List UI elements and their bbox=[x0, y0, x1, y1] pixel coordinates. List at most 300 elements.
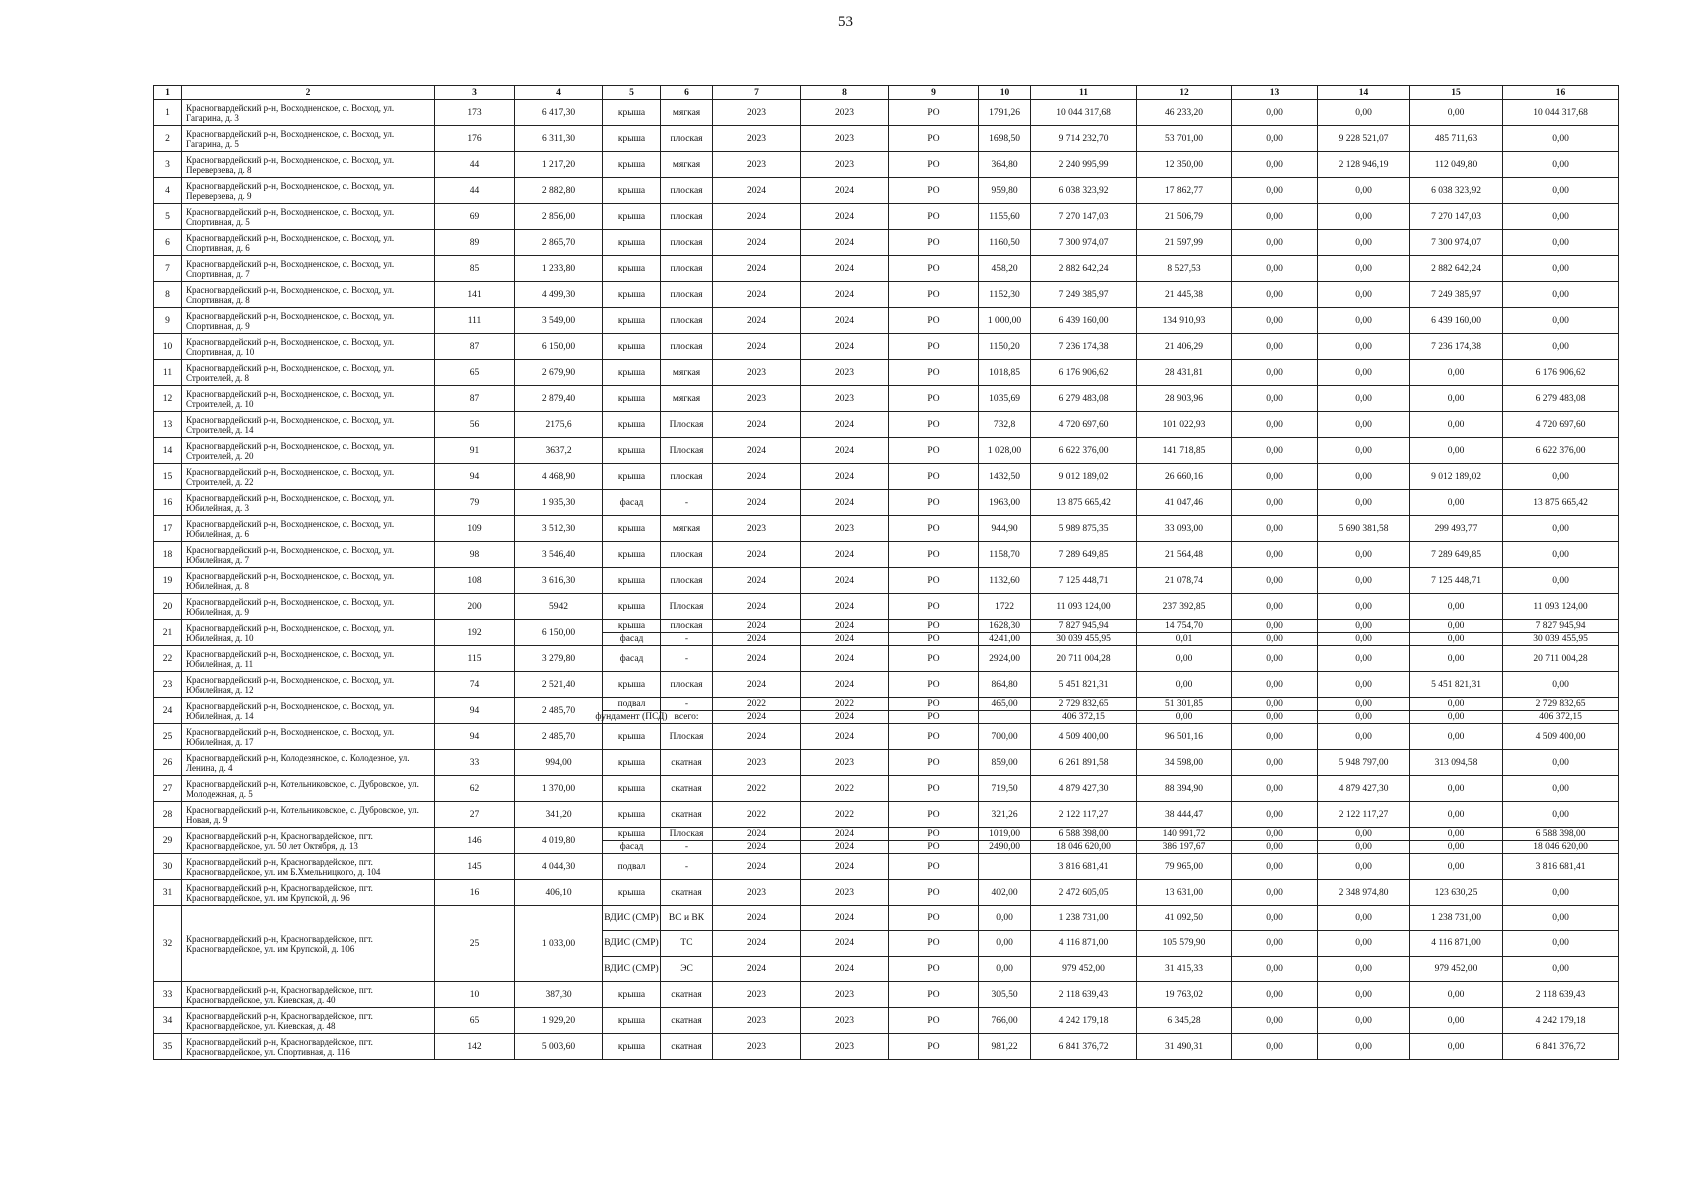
c9-cell bbox=[889, 828, 979, 854]
c8-cell bbox=[801, 698, 889, 724]
address-cell: Красногвардейский р-н, Восходненское, с. Восход, ул. Юбилейная, д. 3 bbox=[182, 490, 435, 516]
c10-cell bbox=[979, 698, 1031, 724]
c13-cell bbox=[1232, 698, 1318, 724]
c5-cell: крыша bbox=[603, 750, 661, 776]
c12-cell: 53 701,00 bbox=[1137, 126, 1232, 152]
table-row bbox=[154, 1034, 1619, 1060]
c10-cell bbox=[979, 828, 1031, 854]
c10-cell: 305,50 bbox=[979, 982, 1031, 1008]
c11-cell: 4 509 400,00 bbox=[1031, 724, 1137, 750]
sub-row-stack bbox=[661, 698, 712, 723]
apartments-cell: 16 bbox=[435, 880, 515, 906]
c11-cell: 6 439 160,00 bbox=[1031, 308, 1137, 334]
c7-cell: 2023 bbox=[713, 386, 801, 412]
row-number-cell: 16 bbox=[154, 490, 182, 516]
c16-cell: 0,00 bbox=[1503, 776, 1619, 802]
c11-cell: 6 279 483,08 bbox=[1031, 386, 1137, 412]
c5-cell: крыша bbox=[603, 178, 661, 204]
c6-cell: плоская bbox=[661, 672, 713, 698]
address-cell: Красногвардейский р-н, Красногвардейское, пгт. Красногвардейское, ул. Киевская, д. 48 bbox=[182, 1008, 435, 1034]
c12-cell: 31 490,31 bbox=[1137, 1034, 1232, 1060]
c12-cell: 79 965,00 bbox=[1137, 854, 1232, 880]
address-cell: Красногвардейский р-н, Восходненское, с. Восход, ул. Юбилейная, д. 8 bbox=[182, 568, 435, 594]
c15-cell: 0,00 bbox=[1410, 854, 1503, 880]
sub-row-value: ТС bbox=[661, 930, 712, 955]
sub-row-value: крыша bbox=[617, 621, 646, 631]
sub-row-stack bbox=[1031, 698, 1136, 723]
area-cell: 1 929,20 bbox=[515, 1008, 603, 1034]
c5-cell bbox=[603, 828, 661, 854]
c12-cell: 0,00 bbox=[1137, 672, 1232, 698]
sub-row-stack bbox=[1503, 906, 1618, 981]
c5-cell bbox=[603, 620, 661, 646]
apartments-cell: 200 bbox=[435, 594, 515, 620]
c14-cell bbox=[1318, 828, 1410, 854]
sub-row-stack bbox=[1232, 620, 1317, 645]
c13-cell bbox=[1232, 906, 1318, 982]
row-number-cell: 5 bbox=[154, 204, 182, 230]
c15-cell: 485 711,63 bbox=[1410, 126, 1503, 152]
c14-cell: 0,00 bbox=[1318, 438, 1410, 464]
sub-row-stack bbox=[1318, 620, 1409, 645]
c7-cell: 2023 bbox=[713, 516, 801, 542]
row-number-cell: 4 bbox=[154, 178, 182, 204]
row-number-cell: 28 bbox=[154, 802, 182, 828]
apartments-cell: 94 bbox=[435, 464, 515, 490]
sub-row-stack bbox=[603, 828, 660, 853]
apartments-cell: 44 bbox=[435, 152, 515, 178]
address-cell: Красногвардейский р-н, Красногвардейское, пгт. Красногвардейское, ул. 50 лет Октября, д. 13 bbox=[182, 828, 435, 854]
c8-cell: 2023 bbox=[801, 750, 889, 776]
c15-cell: 112 049,80 bbox=[1410, 152, 1503, 178]
area-cell: 2175,6 bbox=[515, 412, 603, 438]
c7-cell: 2024 bbox=[713, 464, 801, 490]
c14-cell: 4 879 427,30 bbox=[1318, 776, 1410, 802]
table-row bbox=[154, 100, 1619, 126]
c16-cell: 4 720 697,60 bbox=[1503, 412, 1619, 438]
c10-cell: 864,80 bbox=[979, 672, 1031, 698]
c14-cell: 0,00 bbox=[1318, 386, 1410, 412]
area-cell: 5 003,60 bbox=[515, 1034, 603, 1060]
sub-row-value: фасад bbox=[603, 840, 660, 853]
sub-row-value: 406 372,15 bbox=[1031, 710, 1136, 723]
c9-cell: РО bbox=[889, 1034, 979, 1060]
sub-row-stack bbox=[661, 828, 712, 853]
row-number-cell: 32 bbox=[154, 906, 182, 982]
sub-row-value: 2024 bbox=[747, 829, 766, 839]
c12-cell: 26 660,16 bbox=[1137, 464, 1232, 490]
table-row bbox=[154, 802, 1619, 828]
c15-cell bbox=[1410, 906, 1503, 982]
area-cell: 4 019,80 bbox=[515, 828, 603, 854]
sub-row-value: 30 039 455,95 bbox=[1031, 632, 1136, 645]
sub-row-stack bbox=[1410, 698, 1502, 723]
c16-cell: 11 093 124,00 bbox=[1503, 594, 1619, 620]
c9-cell: РО bbox=[889, 230, 979, 256]
c9-cell: РО bbox=[889, 724, 979, 750]
area-cell: 4 499,30 bbox=[515, 282, 603, 308]
c15-cell: 123 630,25 bbox=[1410, 880, 1503, 906]
c6-cell: мягкая bbox=[661, 516, 713, 542]
c14-cell: 0,00 bbox=[1318, 412, 1410, 438]
table-row bbox=[154, 982, 1619, 1008]
row-number-cell: 35 bbox=[154, 1034, 182, 1060]
table-row bbox=[154, 776, 1619, 802]
c7-cell: 2024 bbox=[713, 282, 801, 308]
c7-cell: 2024 bbox=[713, 542, 801, 568]
c8-cell bbox=[801, 906, 889, 982]
c9-cell bbox=[889, 620, 979, 646]
sub-row-value: 2024 bbox=[747, 621, 766, 631]
area-cell: 3 546,40 bbox=[515, 542, 603, 568]
c15-cell: 313 094,58 bbox=[1410, 750, 1503, 776]
area-cell: 2 521,40 bbox=[515, 672, 603, 698]
header-cell: 3 bbox=[435, 86, 515, 100]
header-cell: 8 bbox=[801, 86, 889, 100]
apartments-cell: 115 bbox=[435, 646, 515, 672]
c13-cell: 0,00 bbox=[1232, 516, 1318, 542]
apartments-cell: 109 bbox=[435, 516, 515, 542]
sub-row-value: 14 754,70 bbox=[1165, 621, 1203, 631]
table-row bbox=[154, 568, 1619, 594]
sub-row-value: 6 588 398,00 bbox=[1535, 829, 1586, 839]
c16-cell: 0,00 bbox=[1503, 178, 1619, 204]
sub-row-value: 2024 bbox=[835, 829, 854, 839]
sub-row-stack bbox=[713, 698, 800, 723]
sub-row-value: 0,00 bbox=[1266, 621, 1283, 631]
address-cell: Красногвардейский р-н, Восходненское, с. Восход, ул. Спортивная, д. 8 bbox=[182, 282, 435, 308]
table-row bbox=[154, 620, 1619, 646]
c6-cell: плоская bbox=[661, 308, 713, 334]
row-number-cell: 7 bbox=[154, 256, 182, 282]
apartments-cell: 146 bbox=[435, 828, 515, 854]
c11-cell bbox=[1031, 620, 1137, 646]
c5-cell: крыша bbox=[603, 126, 661, 152]
sub-row-value: РО bbox=[889, 930, 978, 955]
row-number-cell: 21 bbox=[154, 620, 182, 646]
address-cell: Красногвардейский р-н, Восходненское, с. Восход, ул. Строителей, д. 8 bbox=[182, 360, 435, 386]
c10-cell: 1791,26 bbox=[979, 100, 1031, 126]
c12-cell: 38 444,47 bbox=[1137, 802, 1232, 828]
sub-row-stack bbox=[979, 828, 1030, 853]
c11-cell: 2 122 117,27 bbox=[1031, 802, 1137, 828]
c16-cell: 2 118 639,43 bbox=[1503, 982, 1619, 1008]
c7-cell: 2023 bbox=[713, 126, 801, 152]
area-cell: 387,30 bbox=[515, 982, 603, 1008]
sub-row-value: 0,00 bbox=[1232, 632, 1317, 645]
area-cell: 3637,2 bbox=[515, 438, 603, 464]
apartments-cell: 87 bbox=[435, 334, 515, 360]
c5-cell: крыша bbox=[603, 386, 661, 412]
area-cell: 1 033,00 bbox=[515, 906, 603, 982]
c15-cell: 0,00 bbox=[1410, 100, 1503, 126]
area-cell: 2 865,70 bbox=[515, 230, 603, 256]
area-cell: 1 370,00 bbox=[515, 776, 603, 802]
sub-row-value: 979 452,00 bbox=[1031, 956, 1136, 981]
c11-cell: 4 242 179,18 bbox=[1031, 1008, 1137, 1034]
c14-cell: 0,00 bbox=[1318, 854, 1410, 880]
row-number-cell: 29 bbox=[154, 828, 182, 854]
c15-cell: 0,00 bbox=[1410, 360, 1503, 386]
c15-cell: 7 125 448,71 bbox=[1410, 568, 1503, 594]
sub-row-value: 465,00 bbox=[991, 699, 1018, 709]
c12-cell: 34 598,00 bbox=[1137, 750, 1232, 776]
sub-row-stack bbox=[1232, 698, 1317, 723]
sub-row-value: 0,00 bbox=[1355, 699, 1372, 709]
sub-row-stack bbox=[1410, 906, 1502, 981]
sub-row-stack bbox=[595, 698, 668, 723]
apartments-cell: 27 bbox=[435, 802, 515, 828]
c10-cell bbox=[979, 620, 1031, 646]
c6-cell: скатная bbox=[661, 880, 713, 906]
table-row bbox=[154, 490, 1619, 516]
sub-row-value: 2024 bbox=[801, 840, 888, 853]
c14-cell bbox=[1318, 698, 1410, 724]
c16-cell: 6 841 376,72 bbox=[1503, 1034, 1619, 1060]
header-cell: 16 bbox=[1503, 86, 1619, 100]
sub-row-value: - bbox=[684, 699, 689, 709]
area-cell: 5942 bbox=[515, 594, 603, 620]
c11-cell: 9 012 189,02 bbox=[1031, 464, 1137, 490]
c11-cell: 11 093 124,00 bbox=[1031, 594, 1137, 620]
c12-cell: 17 862,77 bbox=[1137, 178, 1232, 204]
c12-cell bbox=[1137, 828, 1232, 854]
row-number-cell: 19 bbox=[154, 568, 182, 594]
c8-cell: 2023 bbox=[801, 1034, 889, 1060]
c15-cell: 0,00 bbox=[1410, 802, 1503, 828]
c12-cell: 33 093,00 bbox=[1137, 516, 1232, 542]
c16-cell: 13 875 665,42 bbox=[1503, 490, 1619, 516]
c14-cell: 5 948 797,00 bbox=[1318, 750, 1410, 776]
c8-cell: 2024 bbox=[801, 646, 889, 672]
sub-row-stack bbox=[1318, 906, 1409, 981]
c11-cell: 7 125 448,71 bbox=[1031, 568, 1137, 594]
c5-cell: крыша bbox=[603, 438, 661, 464]
c7-cell: 2023 bbox=[713, 880, 801, 906]
c10-cell: 1432,50 bbox=[979, 464, 1031, 490]
c15-cell: 0,00 bbox=[1410, 490, 1503, 516]
c10-cell: 1035,69 bbox=[979, 386, 1031, 412]
sub-row-value: 0,00 bbox=[1266, 829, 1283, 839]
c13-cell: 0,00 bbox=[1232, 646, 1318, 672]
sub-row-value: 0,00 bbox=[1232, 840, 1317, 853]
c5-cell: крыша bbox=[603, 282, 661, 308]
sub-row-stack bbox=[889, 620, 978, 645]
c11-cell: 6 038 323,92 bbox=[1031, 178, 1137, 204]
address-cell: Красногвардейский р-н, Красногвардейское, пгт. Красногвардейское, ул. Спортивная, д. 116 bbox=[182, 1034, 435, 1060]
apartments-cell: 33 bbox=[435, 750, 515, 776]
table-row bbox=[154, 412, 1619, 438]
repair-schedule-table bbox=[153, 85, 1619, 1060]
sub-row-value: 2024 bbox=[801, 956, 888, 981]
c15-cell bbox=[1410, 828, 1503, 854]
c16-cell: 0,00 bbox=[1503, 880, 1619, 906]
c14-cell: 0,00 bbox=[1318, 230, 1410, 256]
c7-cell: 2024 bbox=[713, 230, 801, 256]
header-cell: 7 bbox=[713, 86, 801, 100]
sub-row-stack bbox=[979, 906, 1030, 981]
table-row bbox=[154, 230, 1619, 256]
c5-cell: крыша bbox=[603, 230, 661, 256]
row-number-cell: 1 bbox=[154, 100, 182, 126]
c16-cell: 6 622 376,00 bbox=[1503, 438, 1619, 464]
c16-cell: 0,00 bbox=[1503, 334, 1619, 360]
c9-cell: РО bbox=[889, 750, 979, 776]
c13-cell: 0,00 bbox=[1232, 464, 1318, 490]
sub-row-value: 140 991,72 bbox=[1162, 829, 1206, 839]
c11-cell: 4 879 427,30 bbox=[1031, 776, 1137, 802]
sub-row-stack bbox=[1410, 828, 1502, 853]
c11-cell: 2 118 639,43 bbox=[1031, 982, 1137, 1008]
c15-cell: 0,00 bbox=[1410, 386, 1503, 412]
sub-row-value: 0,00 bbox=[1447, 699, 1465, 709]
c11-cell: 7 289 649,85 bbox=[1031, 542, 1137, 568]
c6-cell: плоская bbox=[661, 204, 713, 230]
c8-cell: 2024 bbox=[801, 490, 889, 516]
table-row bbox=[154, 854, 1619, 880]
header-cell: 5 bbox=[603, 86, 661, 100]
row-number-cell: 13 bbox=[154, 412, 182, 438]
header-cell: 15 bbox=[1410, 86, 1503, 100]
c15-cell bbox=[1410, 620, 1503, 646]
c16-cell bbox=[1503, 620, 1619, 646]
c13-cell: 0,00 bbox=[1232, 568, 1318, 594]
c5-cell: крыша bbox=[603, 360, 661, 386]
sub-row-value: 1 238 731,00 bbox=[1058, 913, 1109, 924]
c6-cell: мягкая bbox=[661, 360, 713, 386]
c14-cell: 0,00 bbox=[1318, 464, 1410, 490]
sub-row-stack bbox=[1137, 906, 1231, 981]
table-row bbox=[154, 750, 1619, 776]
c6-cell: плоская bbox=[661, 230, 713, 256]
sub-row-stack bbox=[1410, 620, 1502, 645]
sub-row-value: ВС и ВК bbox=[668, 913, 705, 924]
sub-row-value: 0,00 bbox=[1266, 913, 1283, 924]
c15-cell: 0,00 bbox=[1410, 1008, 1503, 1034]
sub-row-value: 0,00 bbox=[1318, 956, 1409, 981]
c9-cell: РО bbox=[889, 982, 979, 1008]
header-cell: 10 bbox=[979, 86, 1031, 100]
c11-cell: 7 249 385,97 bbox=[1031, 282, 1137, 308]
sub-row-stack bbox=[713, 906, 800, 981]
c12-cell: 237 392,85 bbox=[1137, 594, 1232, 620]
c6-cell: скатная bbox=[661, 802, 713, 828]
row-number-cell: 12 bbox=[154, 386, 182, 412]
sub-row-value: 18 046 620,00 bbox=[1503, 840, 1618, 853]
c5-cell: крыша bbox=[603, 1034, 661, 1060]
c12-cell: 41 047,46 bbox=[1137, 490, 1232, 516]
c9-cell: РО bbox=[889, 204, 979, 230]
c7-cell bbox=[713, 828, 801, 854]
sub-row-value: 0,00 bbox=[1232, 956, 1317, 981]
c6-cell: плоская bbox=[661, 464, 713, 490]
sub-row-value: 2024 bbox=[835, 621, 854, 631]
c8-cell: 2024 bbox=[801, 308, 889, 334]
c15-cell: 9 012 189,02 bbox=[1410, 464, 1503, 490]
c10-cell: 1160,50 bbox=[979, 230, 1031, 256]
sub-row-value: 0,00 bbox=[1355, 913, 1372, 924]
c7-cell: 2024 bbox=[713, 308, 801, 334]
c14-cell: 5 690 381,58 bbox=[1318, 516, 1410, 542]
c9-cell: РО bbox=[889, 490, 979, 516]
c12-cell: 21 597,99 bbox=[1137, 230, 1232, 256]
row-number-cell: 3 bbox=[154, 152, 182, 178]
sub-row-stack bbox=[889, 828, 978, 853]
c6-cell: скатная bbox=[661, 1008, 713, 1034]
sub-row-stack bbox=[1031, 620, 1136, 645]
c13-cell: 0,00 bbox=[1232, 542, 1318, 568]
c7-cell: 2024 bbox=[713, 672, 801, 698]
sub-row-value: 2024 bbox=[835, 913, 854, 924]
sub-row-stack bbox=[1031, 906, 1136, 981]
c14-cell: 9 228 521,07 bbox=[1318, 126, 1410, 152]
c9-cell: РО bbox=[889, 334, 979, 360]
row-number-cell: 27 bbox=[154, 776, 182, 802]
sub-row-stack bbox=[1503, 828, 1618, 853]
sub-row-value: 0,00 bbox=[996, 913, 1013, 924]
c7-cell: 2023 bbox=[713, 1034, 801, 1060]
sub-row-value: 2022 bbox=[747, 699, 766, 709]
c11-cell: 6 841 376,72 bbox=[1031, 1034, 1137, 1060]
area-cell: 3 549,00 bbox=[515, 308, 603, 334]
c10-cell: 1150,20 bbox=[979, 334, 1031, 360]
c7-cell bbox=[713, 906, 801, 982]
c7-cell: 2023 bbox=[713, 360, 801, 386]
header-cell: 13 bbox=[1232, 86, 1318, 100]
c16-cell: 20 711 004,28 bbox=[1503, 646, 1619, 672]
c15-cell: 6 439 160,00 bbox=[1410, 308, 1503, 334]
sub-row-stack bbox=[1031, 828, 1136, 853]
sub-row-value: 979 452,00 bbox=[1410, 956, 1502, 981]
sub-row-value: 0,00 bbox=[1503, 930, 1618, 955]
c8-cell: 2024 bbox=[801, 854, 889, 880]
c7-cell: 2024 bbox=[713, 854, 801, 880]
c13-cell: 0,00 bbox=[1232, 982, 1318, 1008]
c15-cell: 5 451 821,31 bbox=[1410, 672, 1503, 698]
c11-cell: 6 176 906,62 bbox=[1031, 360, 1137, 386]
sub-row-value: - bbox=[661, 840, 712, 853]
apartments-cell: 69 bbox=[435, 204, 515, 230]
c8-cell: 2024 bbox=[801, 230, 889, 256]
c10-cell bbox=[979, 854, 1031, 880]
c10-cell: 1152,30 bbox=[979, 282, 1031, 308]
c6-cell: плоская bbox=[661, 282, 713, 308]
c16-cell: 0,00 bbox=[1503, 750, 1619, 776]
c5-cell: крыша bbox=[603, 334, 661, 360]
c9-cell: РО bbox=[889, 100, 979, 126]
c8-cell: 2024 bbox=[801, 412, 889, 438]
c12-cell: 134 910,93 bbox=[1137, 308, 1232, 334]
c6-cell: плоская bbox=[661, 334, 713, 360]
c11-cell: 9 714 232,70 bbox=[1031, 126, 1137, 152]
c15-cell: 2 882 642,24 bbox=[1410, 256, 1503, 282]
c11-cell bbox=[1031, 906, 1137, 982]
address-cell: Красногвардейский р-н, Восходненское, с. Восход, ул. Юбилейная, д. 17 bbox=[182, 724, 435, 750]
c12-cell: 13 631,00 bbox=[1137, 880, 1232, 906]
sub-row-stack bbox=[889, 698, 978, 723]
c15-cell: 299 493,77 bbox=[1410, 516, 1503, 542]
c14-cell: 0,00 bbox=[1318, 282, 1410, 308]
c16-cell: 0,00 bbox=[1503, 308, 1619, 334]
c6-cell: - bbox=[661, 646, 713, 672]
c8-cell: 2024 bbox=[801, 542, 889, 568]
sub-row-value: 2024 bbox=[801, 710, 888, 723]
c13-cell: 0,00 bbox=[1232, 412, 1318, 438]
row-number-cell: 11 bbox=[154, 360, 182, 386]
apartments-cell: 89 bbox=[435, 230, 515, 256]
c5-cell: крыша bbox=[603, 204, 661, 230]
c13-cell: 0,00 bbox=[1232, 672, 1318, 698]
